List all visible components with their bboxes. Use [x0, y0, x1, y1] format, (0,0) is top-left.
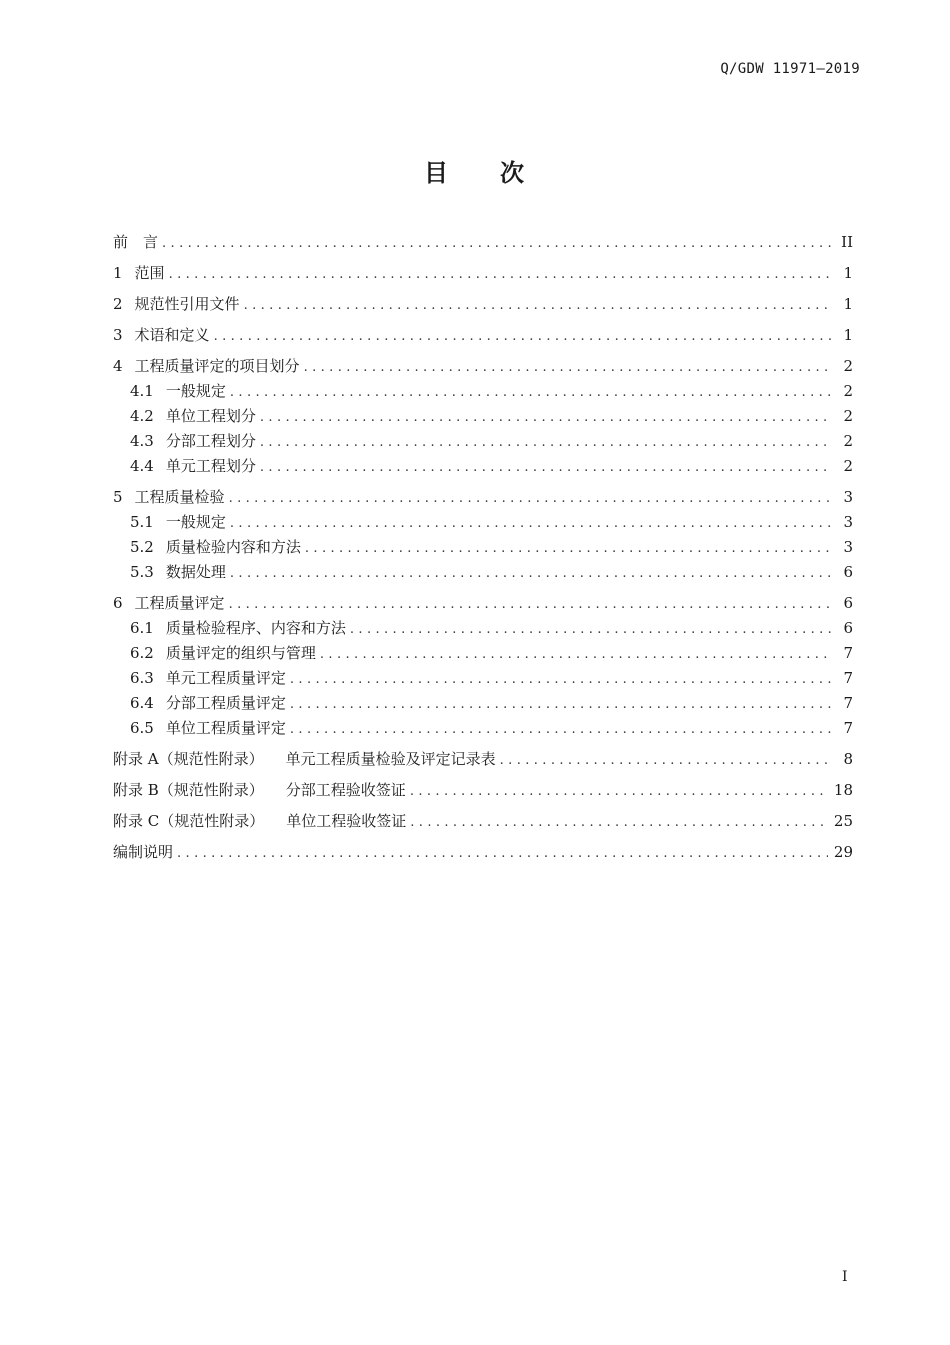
toc-entry-page: 2 [843, 382, 853, 400]
toc-entry-number: 5 [113, 488, 123, 506]
toc-entry[interactable] [113, 616, 853, 641]
toc-entry-page: 1 [843, 264, 853, 282]
toc-leader-dots [162, 231, 831, 256]
toc-entry-page: 6 [843, 594, 853, 612]
toc-entry-label: 工程质量评定 [134, 594, 225, 612]
toc-leader-dots [500, 748, 831, 773]
toc-leader-dots [260, 455, 831, 480]
toc-leader-dots [410, 779, 828, 804]
toc-entry-label: 工程质量检验 [134, 488, 225, 506]
toc-entry-page: 7 [843, 694, 853, 712]
document-code: Q/GDW 11971—2019 [720, 61, 860, 77]
toc-entry-page: 2 [843, 407, 853, 425]
toc-entry[interactable] [113, 485, 853, 510]
toc-leader-dots [290, 667, 831, 692]
toc-entry-label: 编制说明 [113, 843, 174, 861]
toc-entry-page: 7 [843, 719, 853, 737]
toc-entry-page: 18 [833, 781, 853, 799]
toc-entry-label: 质量检验程序、内容和方法 [165, 619, 346, 637]
toc-leader-dots [290, 692, 831, 717]
toc-entry[interactable] [113, 666, 853, 691]
toc-entry[interactable] [113, 560, 853, 585]
toc-leader-dots [229, 486, 831, 511]
toc-entry-number: 1 [113, 264, 123, 282]
toc-entry[interactable] [113, 261, 853, 286]
toc-entry-label: 一般规定 [165, 513, 226, 531]
toc-entry-page: 2 [843, 432, 853, 450]
toc-entry-label: 单位工程质量评定 [165, 719, 286, 737]
toc-entry[interactable] [113, 641, 853, 666]
toc-entry-label: 分部工程质量评定 [165, 694, 286, 712]
toc-entry-number: 4.3 [130, 432, 154, 450]
toc-entry-number: 6.1 [130, 619, 154, 637]
toc-entry-label: 单位工程划分 [165, 407, 256, 425]
toc-entry-label: 质量检验内容和方法 [165, 538, 301, 556]
table-of-contents [113, 230, 853, 865]
toc-entry[interactable] [113, 591, 853, 616]
toc-leader-dots [177, 841, 828, 866]
toc-entry-label: 分部工程划分 [165, 432, 256, 450]
toc-entry-label: 附录 A（规范性附录） [113, 750, 264, 768]
toc-entry-page: 2 [843, 357, 853, 375]
toc-entry-number: 4 [113, 357, 123, 375]
toc-entry[interactable] [113, 716, 853, 741]
toc-entry-page: 29 [833, 843, 853, 861]
toc-entry[interactable] [113, 404, 853, 429]
page-number: I [842, 1269, 848, 1285]
toc-entry-label: 数据处理 [165, 563, 226, 581]
toc-entry-number: 5.1 [130, 513, 154, 531]
toc-entry-page: 1 [843, 295, 853, 313]
toc-entry-label: 单元工程质量评定 [165, 669, 286, 687]
toc-entry-page: 8 [843, 750, 853, 768]
toc-entry-label: 质量评定的组织与管理 [165, 644, 316, 662]
toc-entry-page: 25 [833, 812, 853, 830]
toc-entry-page: 3 [843, 488, 853, 506]
toc-leader-dots [230, 380, 831, 405]
toc-entry[interactable] [113, 354, 853, 379]
toc-entry[interactable] [113, 809, 853, 834]
toc-entry-number: 4.1 [130, 382, 154, 400]
toc-entry-page: 6 [843, 563, 853, 581]
toc-entry-page: 7 [843, 644, 853, 662]
toc-leader-dots [260, 405, 831, 430]
toc-leader-dots [290, 717, 831, 742]
toc-entry-page: 3 [843, 513, 853, 531]
toc-entry-number: 5.3 [130, 563, 154, 581]
toc-title-char-2: 次 [500, 159, 526, 187]
toc-entry-number: 6.4 [130, 694, 154, 712]
toc-entry[interactable] [113, 323, 853, 348]
toc-entry-number: 6.2 [130, 644, 154, 662]
toc-leader-dots [304, 355, 831, 380]
toc-leader-dots [305, 536, 831, 561]
toc-leader-dots [244, 293, 831, 318]
toc-entry-number: 6.5 [130, 719, 154, 737]
toc-title [0, 153, 950, 188]
toc-leader-dots [320, 642, 831, 667]
toc-entry[interactable] [113, 230, 853, 255]
toc-entry[interactable] [113, 840, 853, 865]
toc-entry-number: 4.2 [130, 407, 154, 425]
toc-title-char-1: 目 [424, 159, 450, 187]
toc-entry-subtitle: 单元工程质量检验及评定记录表 [285, 750, 496, 768]
toc-entry-page: 3 [843, 538, 853, 556]
toc-entry-subtitle: 单位工程验收签证 [286, 812, 407, 830]
toc-entry-page: 6 [843, 619, 853, 637]
toc-leader-dots [169, 262, 831, 287]
toc-leader-dots [410, 810, 828, 835]
toc-entry-number: 2 [113, 295, 123, 313]
toc-entry-subtitle: 分部工程验收签证 [285, 781, 406, 799]
toc-entry-label: 工程质量评定的项目划分 [134, 357, 300, 375]
toc-leader-dots [230, 561, 831, 586]
toc-leader-dots [229, 592, 831, 617]
toc-entry[interactable] [113, 379, 853, 404]
toc-entry-label: 附录 B（规范性附录） [113, 781, 264, 799]
toc-entry[interactable] [113, 454, 853, 479]
toc-entry-label: 术语和定义 [134, 326, 210, 344]
toc-entry-page: 2 [843, 457, 853, 475]
toc-entry[interactable] [113, 747, 853, 772]
toc-entry-label: 附录 C（规范性附录） [113, 812, 265, 830]
toc-entry-label: 范围 [134, 264, 165, 282]
toc-entry-page: II [841, 233, 853, 251]
toc-entry-number: 3 [113, 326, 123, 344]
toc-leader-dots [214, 324, 831, 349]
toc-entry-label: 一般规定 [165, 382, 226, 400]
toc-entry-page: 7 [843, 669, 853, 687]
toc-entry[interactable] [113, 292, 853, 317]
toc-entry-page: 1 [843, 326, 853, 344]
toc-entry[interactable] [113, 778, 853, 803]
toc-leader-dots [230, 511, 831, 536]
toc-entry-label: 单元工程划分 [165, 457, 256, 475]
toc-leader-dots [350, 617, 831, 642]
toc-entry-label: 前 言 [113, 233, 159, 251]
toc-entry-label: 规范性引用文件 [134, 295, 240, 313]
toc-entry-number: 5.2 [130, 538, 154, 556]
toc-entry-number: 6 [113, 594, 123, 612]
toc-entry[interactable] [113, 510, 853, 535]
toc-entry-number: 6.3 [130, 669, 154, 687]
toc-entry[interactable] [113, 535, 853, 560]
toc-entry-number: 4.4 [130, 457, 154, 475]
toc-leader-dots [260, 430, 831, 455]
toc-entry[interactable] [113, 429, 853, 454]
toc-entry[interactable] [113, 691, 853, 716]
